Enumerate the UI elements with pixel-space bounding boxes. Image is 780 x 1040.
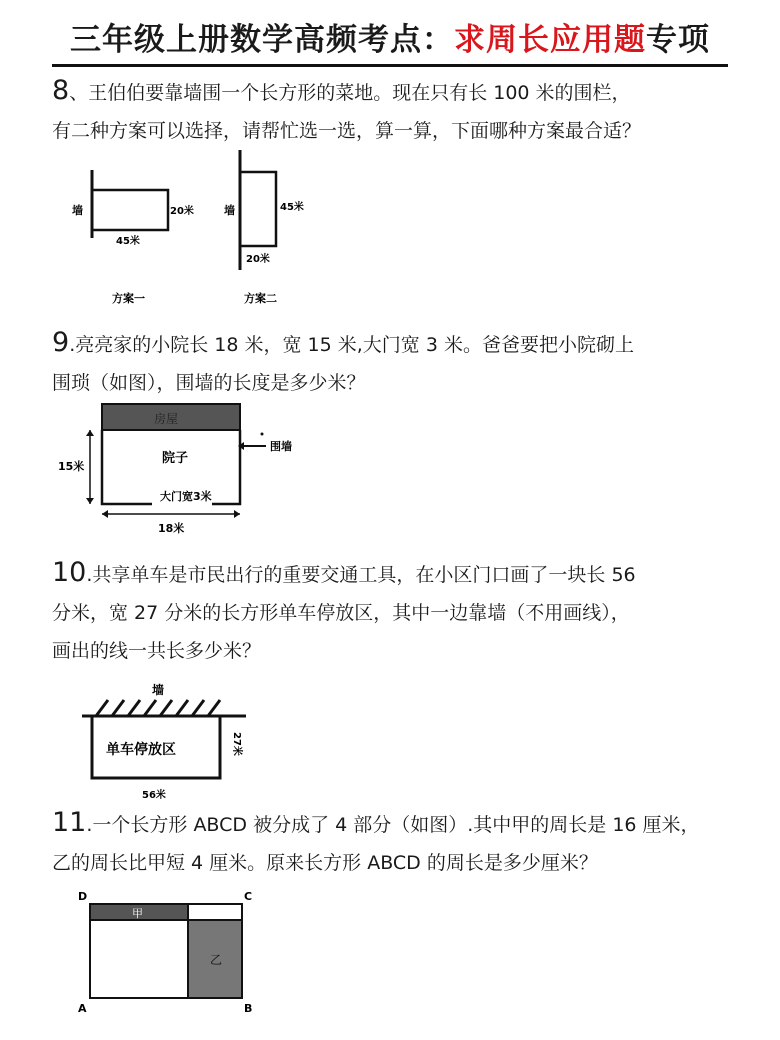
question-number: 9 (52, 327, 70, 358)
question-9 (52, 324, 752, 402)
plan-1-wall-label: 墙 (72, 204, 83, 217)
plan-1-side-label: 20米 (170, 206, 194, 217)
length-arrow-left (102, 510, 108, 518)
question-8-diagrams (60, 150, 320, 310)
question-10-diagram (60, 680, 260, 804)
vertex-b: B (244, 1002, 253, 1015)
question-8-line-2: 有二种方案可以选择，请帮忙选一选，算一算，下面哪种方案最合适？ (52, 120, 642, 142)
question-11 (52, 804, 752, 882)
length-arrow-right (234, 510, 240, 518)
question-8-figure (60, 150, 320, 314)
plan-2-rectangle (240, 172, 276, 246)
width-label: 27米 (231, 732, 242, 756)
house-label: 房屋 (154, 412, 179, 426)
length-label: 56米 (142, 790, 166, 801)
length-label: 18米 (158, 522, 185, 535)
question-11-line-2: 乙的周长比甲短 4 厘米。原来长方形 ABCD 的周长是多少厘米？ (52, 852, 598, 874)
question-number: 11 (52, 807, 87, 838)
plan-2-side-label: 45米 (280, 202, 304, 213)
question-9-line-2: 围琐（如图），围墙的长度是多少米？ (52, 372, 366, 394)
question-10 (52, 554, 752, 670)
vertex-c: C (244, 890, 253, 903)
plan-2-caption: 方案二 (244, 292, 277, 305)
height-label: 15米 (58, 460, 85, 473)
title-divider (52, 64, 728, 67)
title-highlight: 求周长应用题 (454, 22, 646, 58)
plan-2-wall-label: 墙 (224, 204, 235, 217)
title-prefix: 三年级上册数学高频考点： (70, 22, 454, 58)
gate-label: 大门宽3米 (160, 490, 212, 503)
question-number: 10 (52, 557, 87, 588)
vertex-d: D (78, 890, 88, 903)
height-arrow-top (86, 430, 94, 436)
plan-2-diagram (224, 150, 304, 305)
yard-label: 院子 (162, 451, 189, 466)
question-8 (52, 72, 752, 150)
question-11-line-1: 11.一个长方形 ABCD 被分成了 4 部分（如图）.其中甲的周长是 16 厘米， (52, 807, 700, 838)
plan-1-diagram (72, 170, 194, 305)
question-8-line-1: 8、王伯伯要靠墙围一个长方形的菜地。现在只有长 100 米的围栏， (52, 75, 631, 106)
plan-2-bottom-label: 20米 (246, 254, 270, 265)
vertex-a: A (78, 1002, 87, 1015)
question-number: 8 (52, 75, 70, 106)
wall-hatching (96, 700, 220, 716)
plan-1-caption: 方案一 (112, 292, 145, 305)
region-yi-label: 乙 (210, 953, 223, 967)
fence-pointer-dot (261, 433, 264, 436)
question-9-line-1: 9.亮亮家的小院长 18 米，宽 15 米,大门宽 3 米。爸爸要把小院砌上 (52, 327, 634, 358)
wall-label: 墙 (152, 683, 165, 697)
region-jia-label: 甲 (132, 907, 143, 920)
title-suffix: 专项 (646, 22, 710, 58)
question-10-line-1: 10.共享单车是市民出行的重要交通工具，在小区门口画了一块长 56 (52, 557, 636, 588)
page-title (0, 14, 780, 59)
parking-area-label: 单车停放区 (106, 742, 176, 758)
question-9-figure (52, 400, 322, 544)
fence-label: 围墙 (270, 440, 292, 453)
question-10-figure (60, 680, 260, 808)
plan-1-rectangle (92, 190, 168, 230)
plan-1-bottom-label: 45米 (116, 236, 140, 247)
question-11-figure (74, 886, 274, 1024)
question-10-line-3: 画出的线一共长多少米？ (52, 640, 262, 662)
question-10-line-2: 分米，宽 27 分米的长方形单车停放区，其中一边靠墙（不用画线）， (52, 602, 630, 624)
question-11-diagram (74, 886, 274, 1020)
height-arrow-bottom (86, 498, 94, 504)
question-9-diagram (52, 400, 322, 540)
